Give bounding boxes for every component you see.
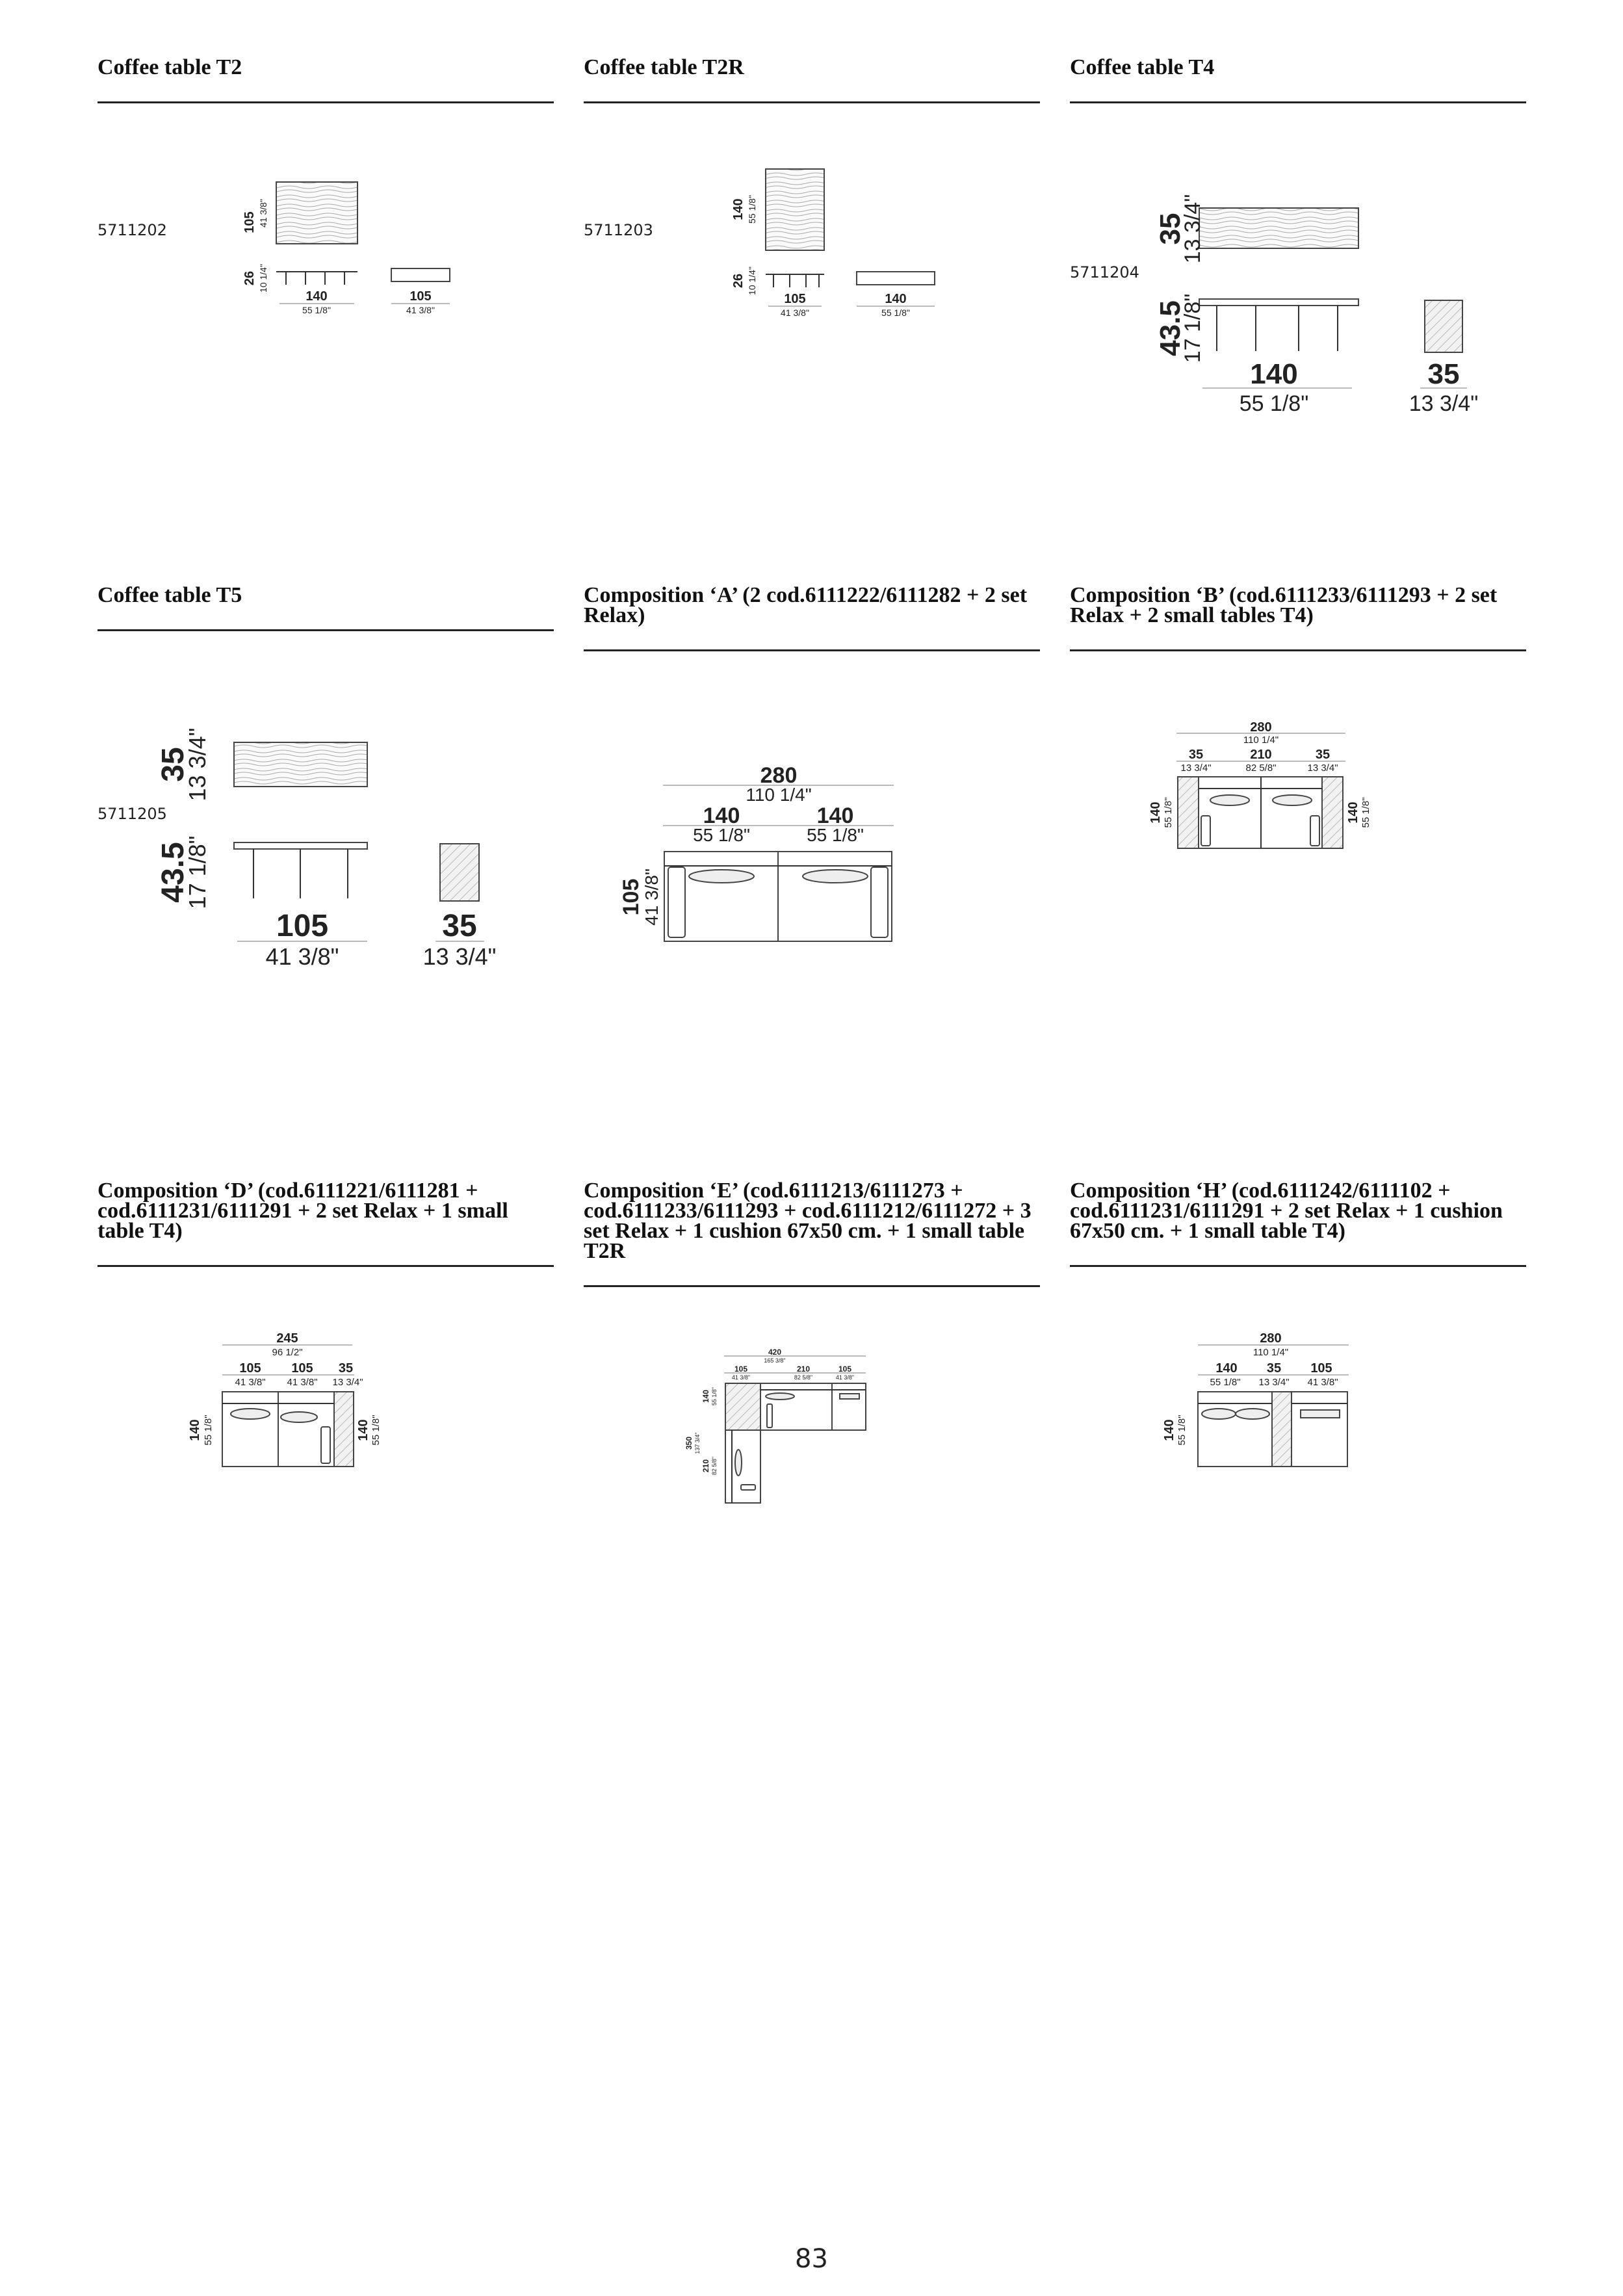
composition-a — [584, 585, 1040, 625]
dim-module-2: 105 — [291, 1361, 313, 1376]
dim-module-2-in: 82 5/8" — [1245, 763, 1277, 774]
dim-depth: 35 — [156, 747, 190, 782]
title-rule — [584, 1285, 1040, 1287]
table-front-view — [1199, 299, 1358, 306]
dim-total: 280 — [1250, 720, 1272, 735]
dim-height-in: 10 1/4" — [258, 264, 268, 293]
dim-module-3: 105 — [838, 1364, 852, 1374]
dim-depth-2: 210 — [701, 1459, 710, 1473]
armrest-right — [871, 867, 888, 937]
dim-module-3: 35 — [1315, 748, 1331, 762]
item-title: Coffee table T2 — [97, 55, 242, 79]
dim-module-1-in: 55 1/8" — [693, 825, 750, 845]
cushion-67x50 — [1301, 1410, 1340, 1418]
dim-depth-in: 55 1/8" — [203, 1415, 214, 1446]
dim-total-depth-in: 137 3/4" — [694, 1432, 701, 1454]
dim-height: 26 — [242, 270, 257, 286]
dim-module-2-in: 82 5/8" — [794, 1374, 813, 1381]
armrest — [767, 1404, 772, 1428]
dim-depth: 140 — [731, 198, 746, 220]
dim-height-in: 17 1/8" — [184, 835, 211, 909]
dim-depth: 140 — [1149, 802, 1163, 824]
dim-total-in: 110 1/4" — [1243, 735, 1279, 746]
item-title: Composition ‘H’ (cod.6111242/6111102 + cod.6111231/6111291 + 2 set Relax + 1 cushion 67x50 cm. + 1 small table T4) — [1070, 1179, 1503, 1243]
dim-module-1-in: 41 3/8" — [731, 1374, 751, 1381]
dim-total: 280 — [1260, 1331, 1282, 1346]
dim-total-in: 165 3/8" — [764, 1357, 786, 1364]
dim-module-1-in: 55 1/8" — [1210, 1377, 1241, 1388]
dim-module-3-in: 13 3/4" — [332, 1377, 363, 1388]
drawing-t5 — [156, 722, 520, 982]
dim-width: 140 — [305, 289, 328, 304]
sofa-module-corner-vertical — [725, 1430, 760, 1503]
table-side-view — [857, 272, 935, 285]
dim-width: 140 — [1250, 358, 1298, 390]
product-coffee-table-t2r — [584, 57, 1040, 77]
small-table-t4-left — [1178, 777, 1199, 848]
dim-total-in: 110 1/4" — [1253, 1347, 1289, 1358]
dim-width-in: 55 1/8" — [302, 305, 331, 315]
dim-total-in: 96 1/2" — [272, 1347, 303, 1358]
armrest-right — [1310, 816, 1319, 846]
small-table-t4 — [1272, 1392, 1292, 1467]
dim-width: 105 — [784, 292, 806, 306]
relax-cushion — [1273, 795, 1312, 805]
relax-cushion — [281, 1412, 317, 1422]
title-rule — [1070, 649, 1526, 651]
composition-b — [1070, 585, 1526, 625]
composition-h — [1070, 1181, 1526, 1241]
product-code: 5711204 — [1070, 263, 1139, 281]
table-top-view — [766, 169, 824, 250]
dim-depth-in: 13 3/4" — [1180, 194, 1205, 264]
dim-depth: 35 — [1154, 213, 1186, 245]
dim-depth-right-in: 55 1/8" — [370, 1415, 382, 1446]
dim-depth: 105 — [619, 878, 643, 916]
dim-module-3-in: 41 3/8" — [1307, 1377, 1338, 1388]
dim-depth-1-in: 55 1/8" — [711, 1387, 718, 1406]
dim-depth-in: 55 1/8" — [1176, 1415, 1188, 1446]
dim-total: 245 — [276, 1331, 298, 1346]
dim-height: 26 — [731, 273, 746, 289]
small-table-t4-right — [1322, 777, 1343, 848]
title-rule — [97, 629, 554, 631]
dim-depth: 105 — [242, 211, 257, 233]
dim-side: 35 — [1427, 358, 1460, 390]
relax-cushion — [735, 1450, 742, 1476]
drawing-t2 — [240, 176, 461, 325]
dim-module-1: 105 — [239, 1361, 261, 1376]
relax-cushion — [689, 870, 754, 883]
dim-total: 280 — [760, 763, 798, 788]
dim-width-in: 41 3/8" — [265, 943, 339, 970]
composition-e — [584, 1181, 1040, 1261]
table-side-view — [440, 844, 479, 901]
dim-height: 43.5 — [156, 842, 190, 903]
dim-height: 43.5 — [1154, 300, 1186, 356]
dim-total-in: 110 1/4" — [746, 785, 812, 805]
dim-module-1-in: 41 3/8" — [235, 1377, 266, 1388]
dim-side-in: 13 3/4" — [1409, 391, 1479, 416]
item-title: Composition ‘E’ (cod.6111213/6111273 + cod.6111233/6111293 + cod.6111212/6111272 + 3 set Relax + 1 cushion 67x50 cm. + 1 small table T2R — [584, 1179, 1032, 1263]
small-table-t2r — [725, 1383, 760, 1430]
dim-depth-in: 55 1/8" — [1163, 797, 1174, 828]
dim-width-in: 55 1/8" — [1239, 391, 1309, 416]
armrest-left — [1201, 816, 1210, 846]
page-number: 83 — [795, 2244, 828, 2274]
dim-module-1-in: 13 3/4" — [1180, 763, 1212, 774]
dim-side: 105 — [409, 289, 432, 304]
dim-module-2: 210 — [1250, 748, 1272, 762]
item-title: Coffee table T5 — [97, 583, 242, 607]
dim-depth-2-in: 82 5/8" — [711, 1456, 718, 1476]
dim-module-3: 105 — [1310, 1361, 1332, 1376]
cushion-67x50 — [840, 1394, 859, 1399]
small-table-t4 — [334, 1392, 354, 1467]
table-top-view — [234, 742, 367, 787]
dim-depth-right: 140 — [356, 1419, 370, 1441]
dim-module-3-in: 13 3/4" — [1307, 763, 1338, 774]
relax-cushion — [1202, 1409, 1236, 1419]
dim-module-2: 210 — [796, 1364, 811, 1374]
dim-height-in: 10 1/4" — [747, 267, 757, 295]
dim-total: 420 — [768, 1348, 782, 1357]
title-rule — [584, 649, 1040, 651]
product-code: 5711202 — [97, 221, 167, 239]
drawing-t2r — [728, 163, 949, 325]
dim-depth-in: 13 3/4" — [184, 727, 211, 802]
dim-depth-1: 140 — [701, 1389, 710, 1403]
dim-total-depth: 350 — [684, 1436, 694, 1450]
dim-side-in: 41 3/8" — [406, 305, 435, 315]
armrest — [741, 1485, 755, 1490]
dim-depth: 140 — [1162, 1419, 1176, 1441]
dim-module-2-in: 13 3/4" — [1258, 1377, 1290, 1388]
dim-module-2-in: 41 3/8" — [287, 1377, 318, 1388]
relax-cushion — [766, 1393, 794, 1400]
item-title: Coffee table T4 — [1070, 55, 1215, 79]
product-coffee-table-t4 — [1070, 57, 1526, 77]
table-side-view — [391, 268, 450, 281]
dim-side-in: 13 3/4" — [422, 943, 497, 970]
dim-side: 140 — [885, 292, 907, 306]
product-code: 5711205 — [97, 805, 167, 823]
dim-module-3-in: 41 3/8" — [835, 1374, 855, 1381]
dim-module-2-in: 55 1/8" — [807, 825, 864, 845]
product-code: 5711203 — [584, 221, 653, 239]
product-coffee-table-t5 — [97, 585, 554, 605]
dim-side: 35 — [442, 909, 477, 943]
drawing-composition-a — [611, 761, 923, 949]
relax-cushion — [1236, 1409, 1269, 1419]
item-title: Composition ‘B’ (cod.6111233/6111293 + 2 set Relax + 2 small tables T4) — [1070, 583, 1498, 627]
dim-height-in: 17 1/8" — [1180, 293, 1205, 363]
title-rule — [97, 101, 554, 103]
dim-depth: 140 — [188, 1419, 202, 1441]
title-rule — [1070, 1265, 1526, 1267]
dim-module-2: 35 — [1266, 1361, 1282, 1376]
title-rule — [97, 1265, 554, 1267]
dim-depth-right-in: 55 1/8" — [1360, 797, 1371, 828]
item-title: Composition ‘D’ (cod.6111221/6111281 + cod.6111231/6111291 + 2 set Relax + 1 small table T4) — [97, 1179, 508, 1243]
drawing-composition-d — [182, 1329, 403, 1485]
table-top-view — [1199, 208, 1358, 248]
relax-cushion — [231, 1409, 270, 1419]
dim-width: 105 — [276, 909, 329, 943]
dim-side-in: 55 1/8" — [881, 307, 910, 318]
dim-depth-right: 140 — [1346, 802, 1360, 824]
dim-depth-in: 41 3/8" — [258, 199, 268, 228]
table-side-view — [1425, 300, 1462, 352]
dim-module-3: 35 — [338, 1361, 354, 1376]
drawing-t4 — [1144, 189, 1488, 423]
table-front-view — [234, 842, 367, 849]
dim-module-1: 35 — [1188, 748, 1204, 762]
title-rule — [1070, 101, 1526, 103]
dim-depth-in: 41 3/8" — [642, 868, 662, 926]
item-title: Coffee table T2R — [584, 55, 744, 79]
drawing-composition-b — [1150, 718, 1384, 868]
dim-module-1: 105 — [734, 1364, 748, 1374]
drawing-composition-h — [1154, 1329, 1362, 1485]
armrest — [321, 1427, 330, 1463]
item-title: Composition ‘A’ (2 cod.6111222/6111282 + 2 set Relax) — [584, 583, 1028, 627]
dim-module-1: 140 — [703, 803, 740, 828]
relax-cushion — [803, 870, 868, 883]
composition-d — [97, 1181, 554, 1241]
table-top-view — [276, 182, 357, 244]
dim-width-in: 41 3/8" — [781, 307, 809, 318]
dim-depth-in: 55 1/8" — [747, 195, 757, 224]
drawing-composition-e — [676, 1346, 871, 1515]
dim-module-2: 140 — [816, 803, 854, 828]
relax-cushion — [1210, 795, 1249, 805]
dim-module-1: 140 — [1215, 1361, 1238, 1376]
product-coffee-table-t2 — [97, 57, 554, 77]
title-rule — [584, 101, 1040, 103]
armrest-left — [668, 867, 685, 937]
